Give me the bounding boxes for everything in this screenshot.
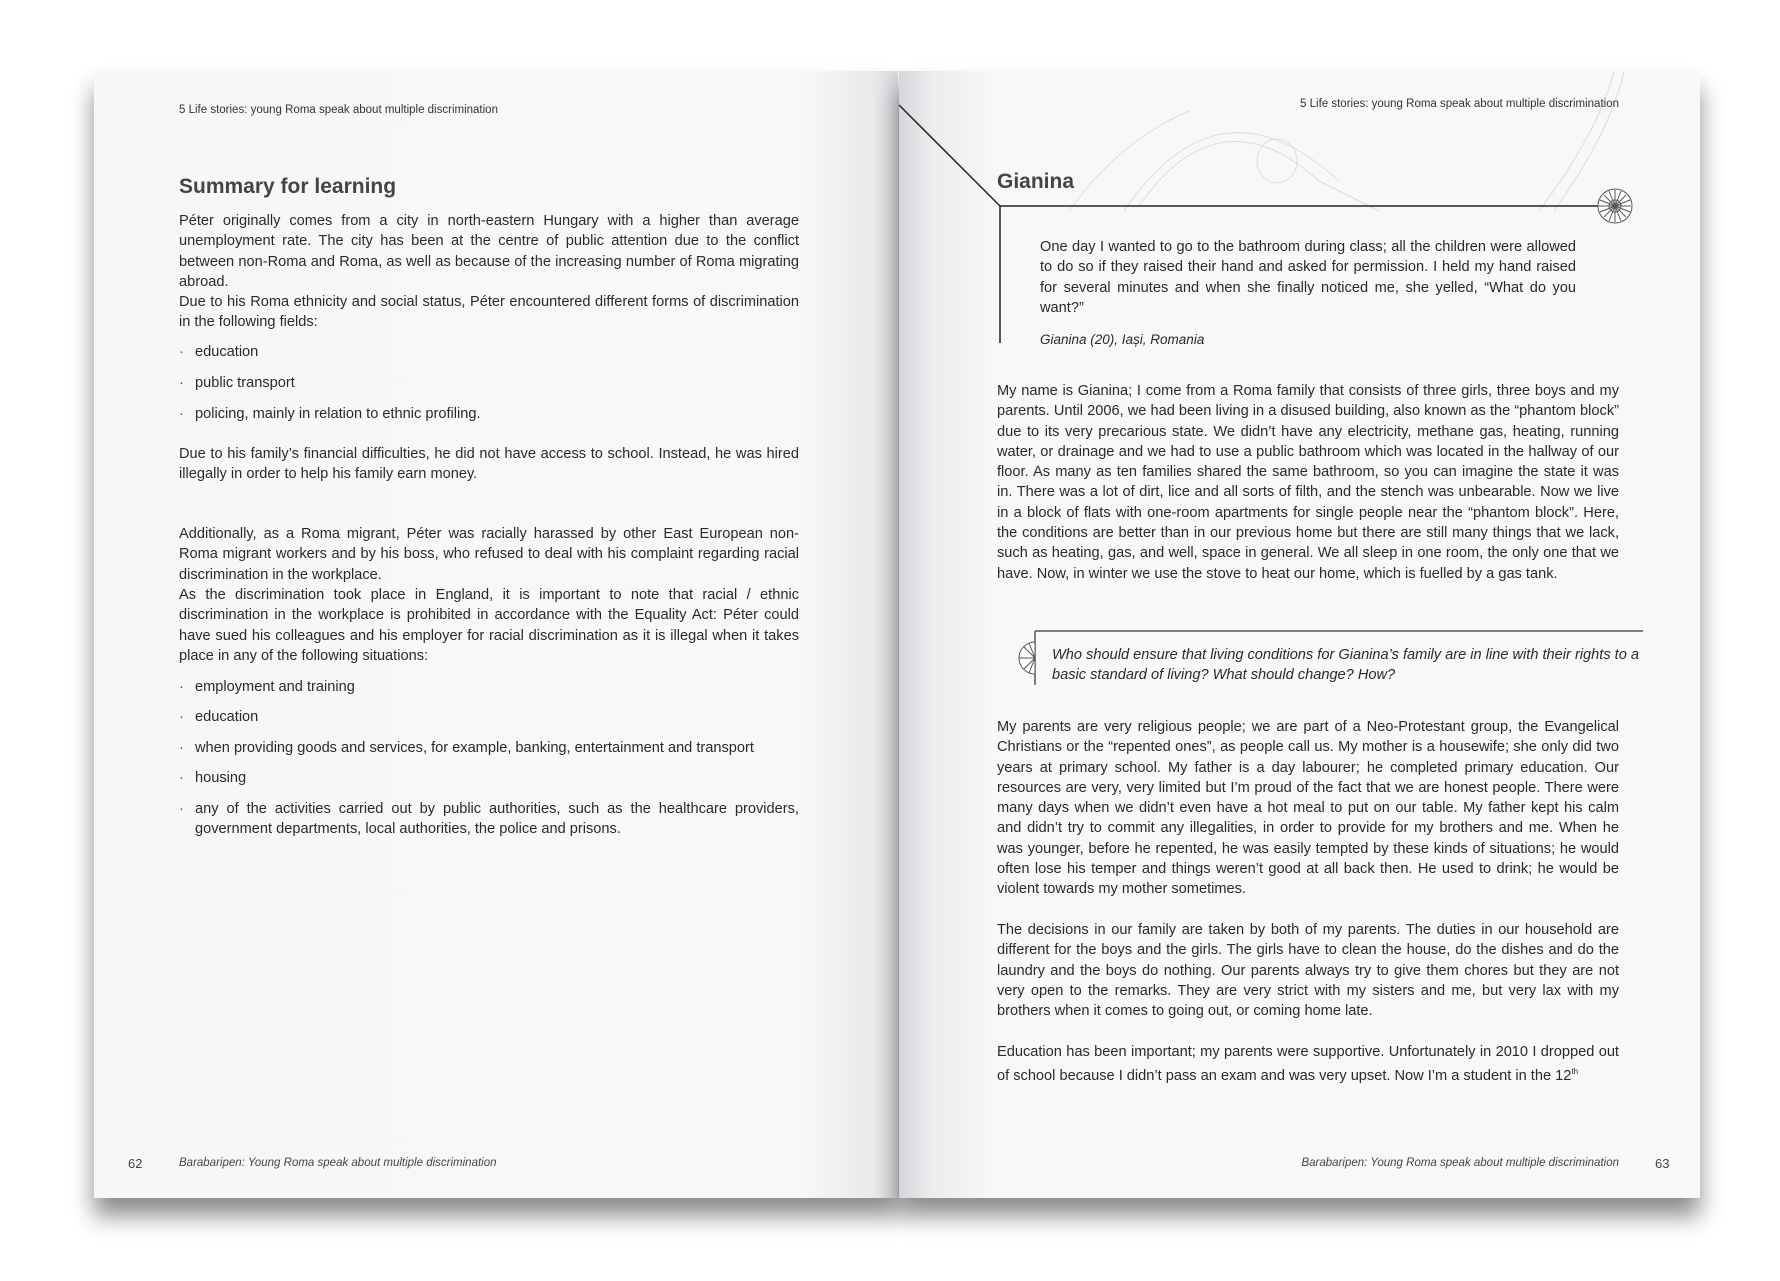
list-item: · public transport bbox=[179, 373, 799, 393]
list-item: · housing bbox=[179, 768, 799, 788]
paragraph: Additionally, as a Roma migrant, Péter was racially harassed by other East European non-Roma migrant workers and by his boss, who refused to deal with his complaint regarding racial discrimination in the workplace. bbox=[179, 526, 799, 583]
page-number-right: 63 bbox=[1655, 1156, 1670, 1171]
page-number-left: 62 bbox=[128, 1156, 143, 1171]
list-item: · policing, mainly in relation to ethnic profiling. bbox=[179, 404, 799, 424]
story-heading: Gianina bbox=[997, 170, 1075, 193]
paragraph: As the discrimination took place in England, it is important to note that racial / ethnic discrimination in the workplace is prohibited in accordance with the Equality Act: Péter could have sued his colleagues and his employer for racial discrimination as it is illegal when it takes place in any of the following situations: bbox=[179, 587, 799, 664]
paragraph: Due to his Roma ethnicity and social status, Péter encountered different forms of discrimination in the following fields: bbox=[179, 294, 799, 331]
list-item: · education bbox=[179, 342, 799, 362]
paragraph: Due to his family’s financial difficulties, he did not have access to school. Instead, he was hired illegally in order to help his family earn money. bbox=[179, 446, 799, 483]
footer-title-right: Barabaripen: Young Roma speak about multiple discrimination bbox=[1301, 1157, 1619, 1169]
quote-attribution: Gianina (20), Iași, Romania bbox=[1040, 332, 1205, 347]
list-item: · employment and training bbox=[179, 677, 799, 697]
running-header-left: 5 Life stories: young Roma speak about multiple discrimination bbox=[179, 104, 498, 116]
list-item: · when providing goods and services, for example, banking, entertainment and transport bbox=[179, 738, 799, 758]
paragraph: My name is Gianina; I come from a Roma family that consists of three girls, three boys and my parents. Until 2006, we had been living in a disused building, also known as the “phantom block” due to its very precarious state. We didn’t have any electricity, methane gas, heating, running water, or drainage and we had to use a public bathroom which was located in the hallway of our floor. As many as ten families shared the same bathroom, so you can imagine the state it was in. There was a lot of dirt, lice and all sorts of filth, and the stench was unbearable. Now we live in a block of flats with one-room apartments for single people near the “phantom block”. Here, the conditions are better than in our previous home but there are still many things that we lack, such as heating, gas, and well, space in general. We all sleep in one room, the only one that we have. Now, in winter we use the stove to heat our home, which is fuelled by a gas tank. bbox=[997, 383, 1619, 582]
wheel-icon bbox=[1598, 189, 1632, 223]
reflection-question: Who should ensure that living conditions for Gianina’s family are in line with their rights to a basic standard of living? What should change? How? bbox=[1052, 647, 1640, 684]
superscript: th bbox=[1571, 1067, 1579, 1077]
running-header-right: 5 Life stories: young Roma speak about multiple discrimination bbox=[1300, 98, 1619, 110]
paragraph: The decisions in our family are taken by both of my parents. The duties in our household are different for the boys and the girls. The girls have to clean the house, do the dishes and do the laundry and the boys do nothing. Our parents always try to give them chores but they are not very open to the remarks. They are very strict with my sisters and me, but very lax with my brothers when it comes to going out, or coming home late. bbox=[997, 922, 1619, 1020]
paragraph: My parents are very religious people; we are part of a Neo-Protestant group, the Evangelical Christians or the “repented ones”, as people call us. My mother is a housewife; she only did two years at primary school. My father is a day labourer; he completed primary education. Our resources are very, very limited but I’m proud of the fact that we are honest people. There were many days when we didn’t even have a hot meal to put on our table. My father kept his calm and didn’t try to commit any illegalities, in order to provide for my brothers and me. When he was younger, before he repented, he was easily tempted by these kinds of situations; he would often lose his temper and things weren’t good at all back then. He used to drink; he would be violent towards my mother sometimes. bbox=[997, 719, 1619, 898]
list-item: · any of the activities carried out by public authorities, such as the healthcare providers, government departments, local authorities, the police and prisons. bbox=[179, 799, 799, 840]
paragraph bbox=[997, 1042, 1619, 1086]
footer-title-left: Barabaripen: Young Roma speak about multiple discrimination bbox=[179, 1157, 497, 1169]
paragraph: Péter originally comes from a city in north-eastern Hungary with a higher than average unemployment rate. The city has been at the centre of public attention due to the conflict between non-Roma and Roma, as well as because of the increasing number of Roma migrating abroad. bbox=[179, 213, 799, 290]
wheel-half-icon bbox=[1019, 642, 1035, 674]
pull-quote: One day I wanted to go to the bathroom during class; all the children were allowed to do so if they raised their hand and asked for permission. I held my hand raised for several minutes and when she finally noticed me, she yelled, “What do you want?” bbox=[1040, 239, 1576, 316]
section-heading: Summary for learning bbox=[179, 175, 397, 198]
list-item: · education bbox=[179, 707, 799, 727]
paragraph-text: Education has been important; my parents were supportive. Unfortunately in 2010 I dropped out of school because I didn’t pass an exam and was very upset. Now I’m a student in the 12 bbox=[997, 1044, 1619, 1085]
